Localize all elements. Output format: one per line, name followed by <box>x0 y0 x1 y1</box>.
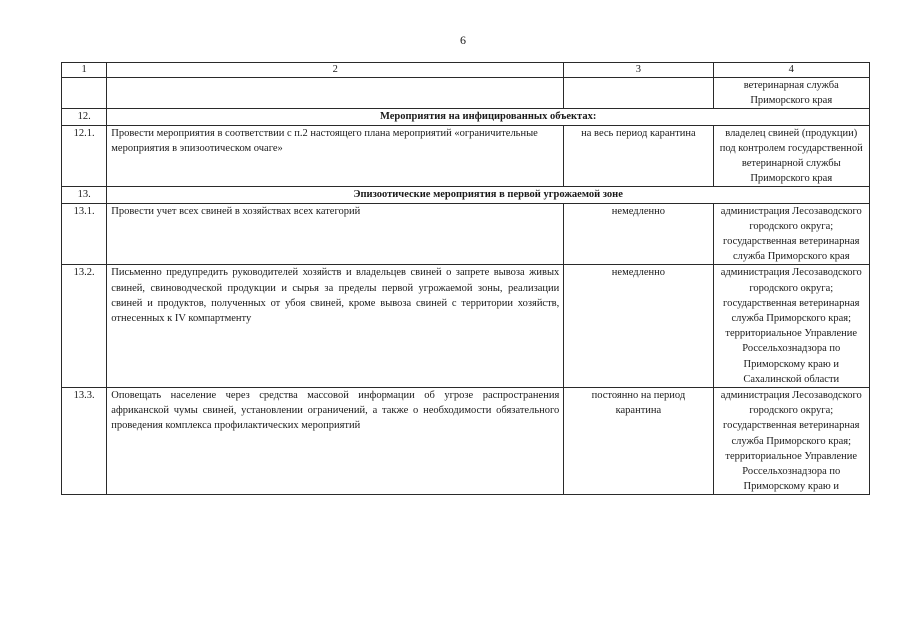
row-number: 13.3. <box>62 388 107 495</box>
table-row <box>62 203 870 265</box>
action-cell <box>107 78 564 109</box>
column-number-row <box>62 63 870 78</box>
table-row <box>62 265 870 388</box>
column-number-4: 4 <box>713 63 869 78</box>
row-number: 13.2. <box>62 265 107 388</box>
section-row-13 <box>62 187 870 203</box>
column-number-3: 3 <box>564 63 713 78</box>
table-row <box>62 388 870 495</box>
section-title: Эпизоотические мероприятия в первой угрожаемой зоне <box>107 187 870 203</box>
row-number: 12.1. <box>62 125 107 187</box>
row-number: 13.1. <box>62 203 107 265</box>
page-number: 6 <box>460 33 466 47</box>
action-text: Провести мероприятия в соответствии с п.2 настоящего плана мероприятий «ограничительные мероприятия в эпизоотическом очаге» <box>107 125 564 187</box>
action-text: Письменно предупредить руководителей хозяйств и владельцев свиней о запрете вывоза живых свиней, свиноводческой продукции и сырья за пределы первой угрожаемой зоны, реализации свиней и продуктов, полученных от убоя свиней, кроме вывоза свиней с территории хозяйств, отнесенных к IV компартменту <box>107 265 564 388</box>
term-text: немедленно <box>564 265 713 388</box>
action-text: Оповещать население через средства массовой информации об угрозе распространения африканской чумы свиней, установлении ограничений, а также о необходимости обязательного проведения комплекса профилактических мероприятий <box>107 388 564 495</box>
term-text: немедленно <box>564 203 713 265</box>
section-number: 12. <box>62 109 107 125</box>
executor-text: администрация Лесозаводского городского округа; государственная ветеринарная служба Приморского края; территориальное Управление Россельхознадзора по Приморскому краю и <box>713 388 869 495</box>
term-text: на весь период карантина <box>564 125 713 187</box>
section-number: 13. <box>62 187 107 203</box>
term-cell <box>564 78 713 109</box>
column-number-2: 2 <box>107 63 564 78</box>
action-text: Провести учет всех свиней в хозяйствах всех категорий <box>107 203 564 265</box>
executor-text: администрация Лесозаводского городского округа; государственная ветеринарная служба Приморского края <box>713 203 869 265</box>
section-row-12 <box>62 109 870 125</box>
executor-cell: ветеринарная служба Приморского края <box>713 78 869 109</box>
term-text: постоянно на период карантина <box>564 388 713 495</box>
continuation-row <box>62 78 870 109</box>
executor-text: администрация Лесозаводского городского округа; государственная ветеринарная служба Приморского края; территориальное Управление Россельхознадзора по Приморскому краю и Сахалинской области <box>713 265 869 388</box>
section-title: Мероприятия на инфицированных объектах: <box>107 109 870 125</box>
table-row <box>62 125 870 187</box>
executor-text: владелец свиней (продукции) под контролем государственной ветеринарной службы Приморского края <box>713 125 869 187</box>
measures-table <box>61 62 870 495</box>
row-number-cell <box>62 78 107 109</box>
column-number-1: 1 <box>62 63 107 78</box>
